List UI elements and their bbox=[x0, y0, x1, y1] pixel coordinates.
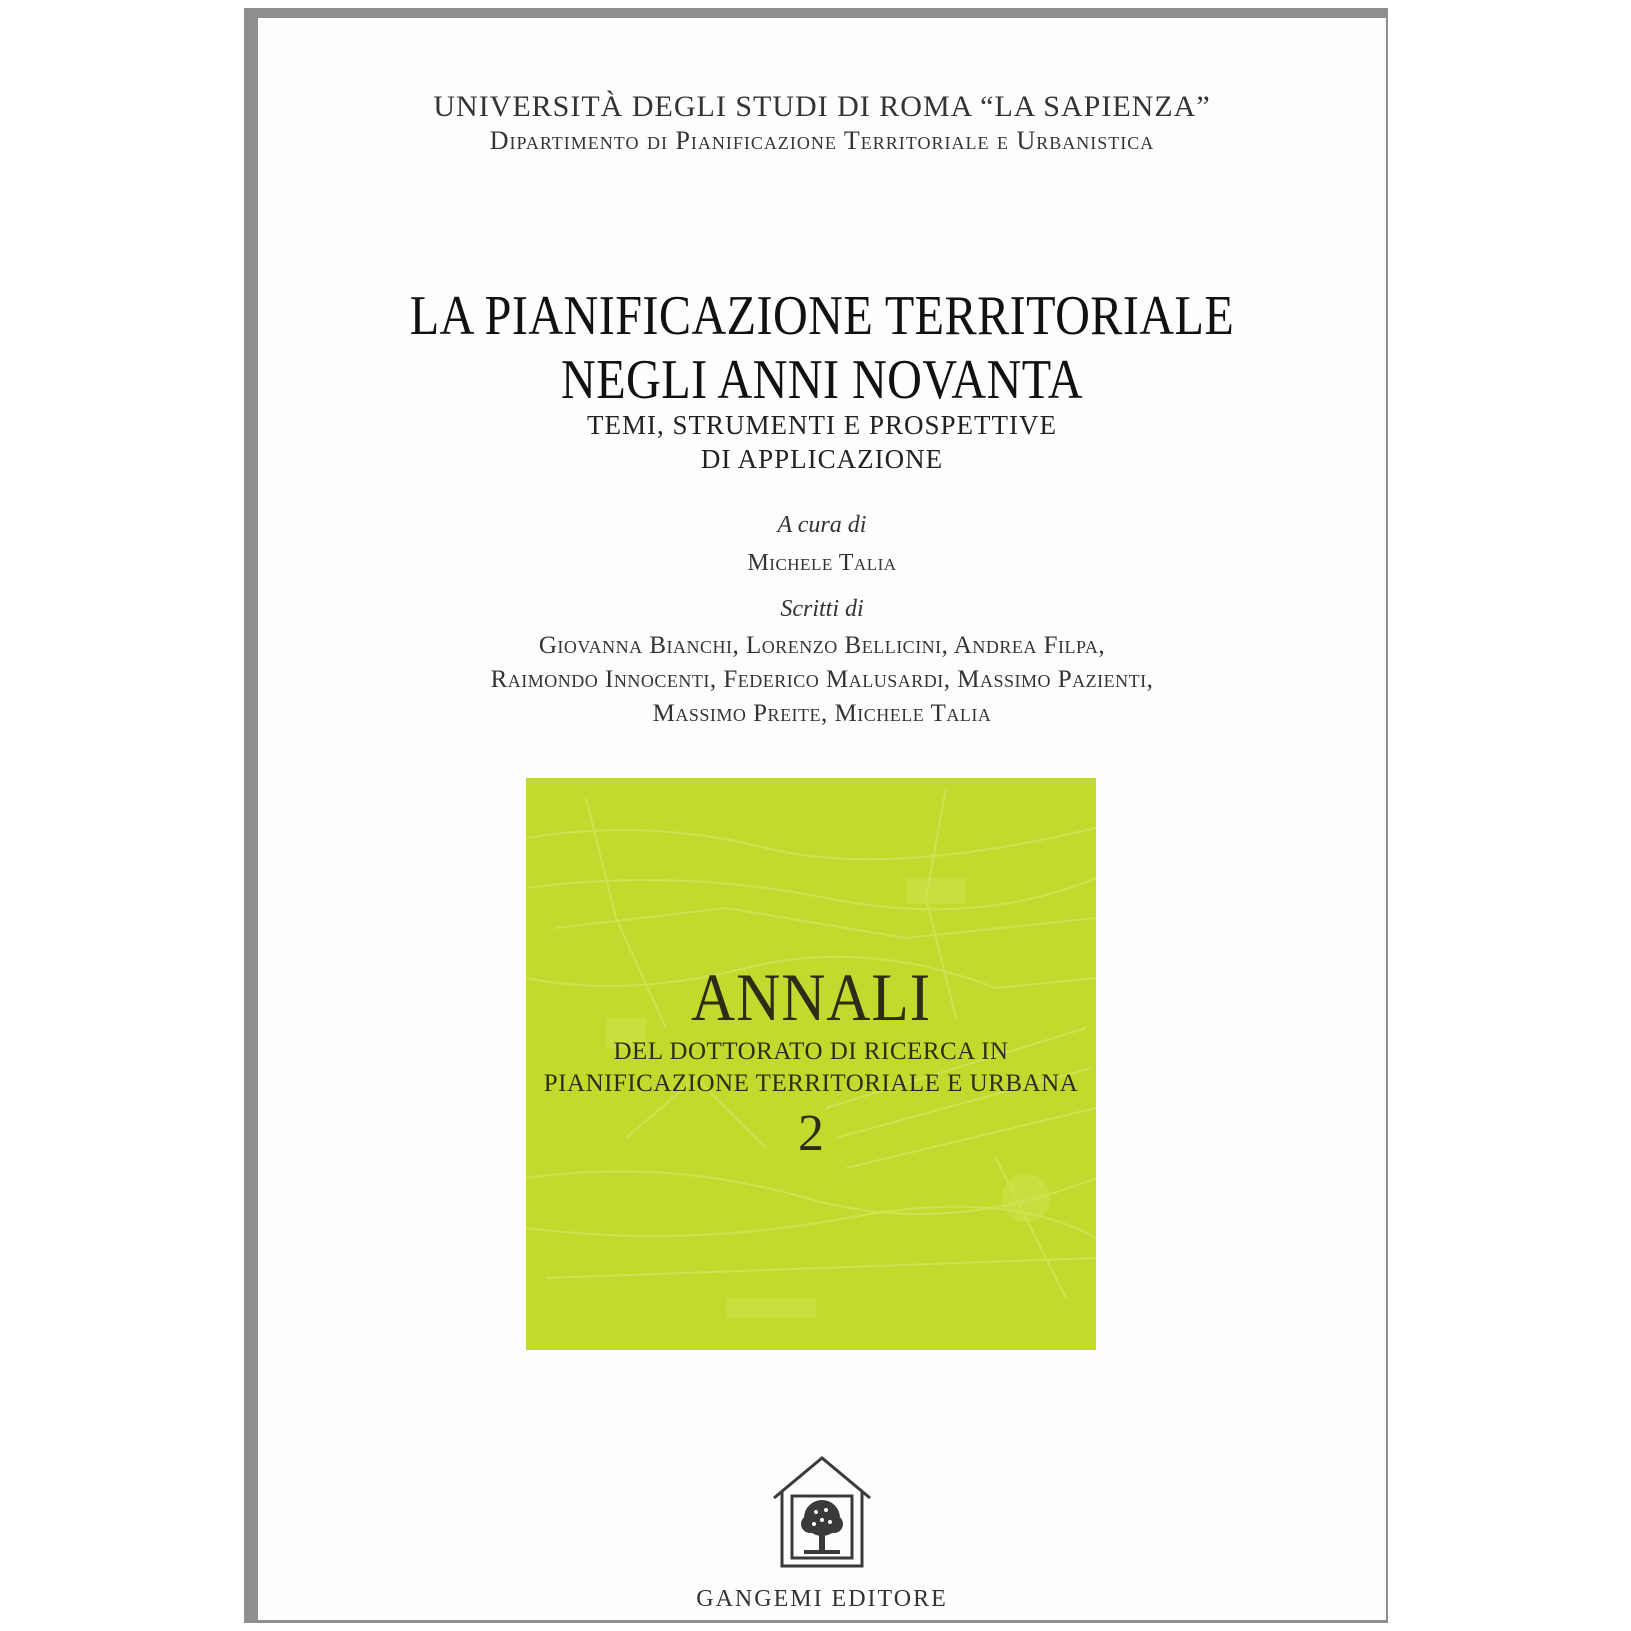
series-subtitle-line1: DEL DOTTORATO DI RICERCA IN bbox=[613, 1038, 1009, 1065]
department-name: Dipartimento di Pianificazione Territoriale e Urbanistica bbox=[489, 126, 1155, 155]
authors-line1: Giovanna Bianchi, Lorenzo Bellicini, Andrea Filpa, bbox=[538, 632, 1106, 659]
university-name: UNIVERSITÀ DEGLI STUDI DI ROMA “LA SAPIENZA” bbox=[433, 90, 1211, 123]
series-subtitle-line2: PIANIFICAZIONE TERRITORIALE E URBANA bbox=[543, 1070, 1079, 1097]
tree-house-icon bbox=[768, 1452, 876, 1572]
authors-line3: Massimo Preite, Michele Talia bbox=[652, 700, 992, 727]
editor-name: Michele Talia bbox=[747, 550, 897, 576]
book-title-line2: NEGLI ANNI NOVANTA bbox=[560, 349, 1083, 411]
book-subtitle-line2: DI APPLICAZIONE bbox=[700, 444, 944, 474]
series-title: ANNALI bbox=[691, 959, 931, 1035]
book-cover bbox=[258, 18, 1386, 1620]
edited-by-label: A cura di bbox=[777, 512, 867, 538]
authors-line2: Raimondo Innocenti, Federico Malusardi, Massimo Pazienti, bbox=[490, 666, 1154, 693]
series-volume-number: 2 bbox=[798, 1105, 824, 1162]
book-title-line1: LA PIANIFICAZIONE TERRITORIALE bbox=[409, 285, 1235, 347]
written-by-label: Scritti di bbox=[780, 596, 864, 622]
book-subtitle-line1: TEMI, STRUMENTI E PROSPETTIVE bbox=[587, 410, 1057, 440]
series-box bbox=[526, 778, 1096, 1350]
publisher-name: GANGEMI EDITORE bbox=[696, 1586, 948, 1612]
